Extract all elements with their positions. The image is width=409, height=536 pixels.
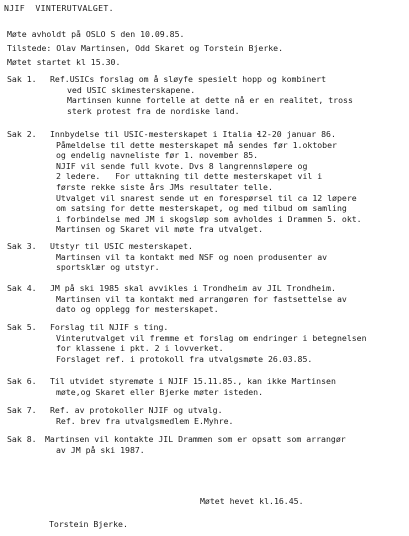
agenda-item-line: om satsing for dette mesterskapet, og med tilbud om samling	[56, 203, 347, 214]
meeting-closed-line: Møtet hevet kl.16.45.	[200, 496, 304, 506]
signature: Torstein Bjerke.	[49, 519, 128, 529]
agenda-item-line: Ref. brev fra utvalgsmedlem E.Myhre.	[56, 415, 234, 426]
agenda-item-line: Martinsen og Skaret vil møte fra utvalget.	[56, 224, 264, 235]
agenda-item-label: Sak 1.	[7, 74, 37, 84]
agenda-item-line: møte,og Skaret eller Bjerke møter isteden.	[56, 386, 264, 397]
agenda-item-line: av JM på ski 1987.	[56, 444, 145, 455]
agenda-item-line: Ref. av protokoller NJIF og utvalg.	[50, 405, 223, 415]
agenda-item-line: Forslag til NJIF s ting.	[50, 322, 169, 332]
agenda-item-line: første rekke siste års JMs resultater telle.	[56, 181, 273, 192]
agenda-item-label: Sak 2.	[7, 129, 37, 139]
agenda-item-line: NJIF vil sende full kvote. Dvs 8 langrennsløpere og	[56, 160, 308, 171]
agenda-item-line: Utvalget vil snarest sende ut en forespørsel til ca 12 løpere	[56, 192, 357, 203]
agenda-item-line: sterk protest fra de nordiske land.	[67, 105, 240, 116]
agenda-item-body	[50, 283, 400, 315]
agenda-item-body	[50, 405, 400, 426]
agenda-item-label: Sak 8.	[7, 434, 37, 444]
agenda-item-label: Sak 6.	[7, 376, 37, 386]
agenda-item-label: Sak 4.	[7, 283, 37, 293]
agenda-item-line: Påmeldelse til dette mesterskapet må sendes før 1.oktober	[56, 139, 337, 150]
agenda-item-body	[50, 129, 400, 235]
agenda-item-line: JM på ski 1985 skal avvikles i Trondheim av JIL Trondheim.	[50, 283, 336, 293]
agenda-item-line: Martinsen vil kontakte JIL Drammen som er opsatt som arrangør	[45, 434, 346, 444]
agenda-item-line: i forbindelse med JM i skogsløp som avholdes i Drammen 5. okt.	[56, 213, 362, 224]
agenda-item-line: Ref.USICs forslag om å sløyfe spesielt hopp og kombinert	[50, 74, 327, 84]
agenda-item-line: Innbydelse til USIC-mesterskapet i Italia 12-20 januar 86.	[50, 129, 336, 139]
agenda-item-line: og endelig navneliste før 1. november 85.	[56, 150, 259, 161]
agenda-item-body	[50, 322, 400, 364]
agenda-item-line: dato og opplegg for mesterskapet.	[56, 304, 219, 315]
agenda-item-line: Utstyr til USIC mesterskapet.	[50, 241, 193, 251]
agenda-item-body	[45, 434, 395, 455]
agenda-item-label: Sak 3.	[7, 241, 37, 251]
agenda-item-line: Forslaget ref. i protokoll fra utvalgsmøte 26.03.85.	[56, 353, 313, 364]
agenda-item-line: Martinsen kunne fortelle at dette nå er en realitet, tross	[67, 95, 353, 106]
agenda-item-label: Sak 5.	[7, 322, 37, 332]
agenda-item-line: ved USIC skimesterskapene.	[67, 84, 196, 95]
agenda-item-line: Vinterutvalget vil fremme et forslag om endringer i betegnelsen	[56, 332, 367, 343]
agenda-item-line: sportsklær og utstyr.	[56, 262, 160, 273]
meeting-start-time: Møtet startet kl 15.30.	[7, 57, 121, 67]
agenda-item-line: Martinsen vil ta kontakt med NSF og noen produsenter av	[56, 251, 328, 262]
agenda-item-line: 2 ledere. For uttakning til dette mesterskapet vil i	[56, 171, 323, 182]
agenda-item-body	[50, 74, 400, 116]
agenda-item-line: Til utvidet styremøte i NJIF 15.11.85., kan ikke Martinsen	[50, 376, 336, 386]
meeting-location-date: Møte avholdt på OSLO S den 10.09.85.	[7, 29, 185, 39]
agenda-item-body	[50, 376, 400, 397]
agenda-item-line: Martinsen vil ta kontakt med arrangøren for fastsettelse av	[56, 293, 347, 304]
agenda-item-line: for klassene i pkt. 2 i lovverket.	[56, 343, 224, 354]
agenda-item-label: Sak 7.	[7, 405, 37, 415]
attendees-line: Tilstede: Olav Martinsen, Odd Skaret og Torstein Bjerke.	[7, 43, 284, 53]
agenda-item-body	[50, 241, 400, 273]
document-title: NJIF VINTERUTVALGET.	[4, 3, 114, 13]
